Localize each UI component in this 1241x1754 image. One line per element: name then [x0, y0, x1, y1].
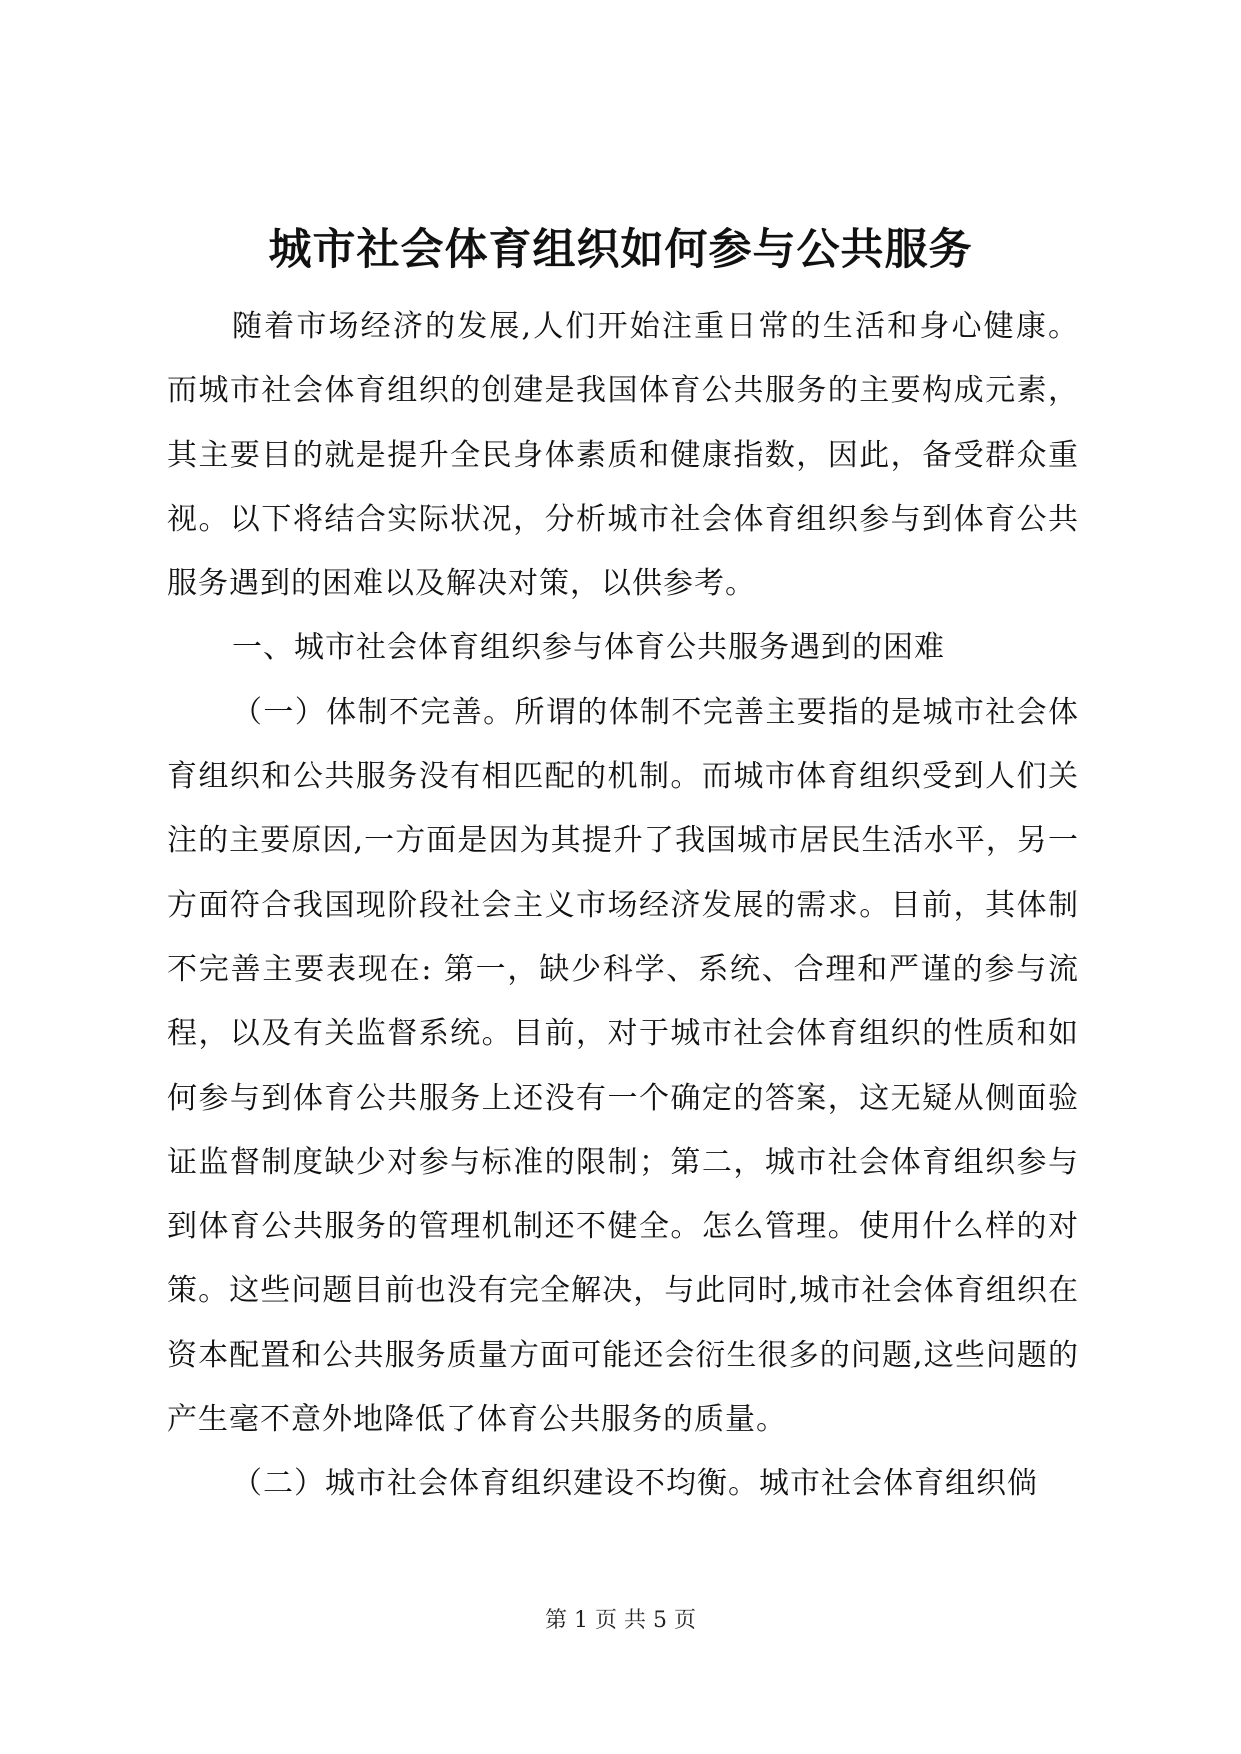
document-body [167, 295, 1079, 1517]
page-footer: 第 1 页 共 5 页 [545, 1608, 696, 1633]
document-title: 城市社会体育组织如何参与公共服务 [268, 225, 973, 275]
section-heading-1: 一、城市社会体育组织参与体育公共服务遇到的困难 [232, 630, 945, 666]
intro-paragraph: 随着市场经济的发展,人们开始注重日常的生活和身心健康。而城市社会体育组织的创建是我国体育公共服务的主要构成元素，其主要目的就是提升全民身体素质和健康指数，因此，备受群众重视。以下将结合实际状况，分析城市社会体育组织参与到体育公共服务遇到的困难以及解决对策，以供参考。 [167, 309, 1079, 602]
subsection-paragraph-1: （一）体制不完善。所谓的体制不完善主要指的是城市社会体育组织和公共服务没有相匹配的机制。而城市体育组织受到人们关注的主要原因,一方面是因为其提升了我国城市居民生活水平，另一方面符合我国现阶段社会主义市场经济发展的需求。目前，其体制不完善主要表现在: 第一，缺少科学、系统、合理和严谨的参与流程，以及有关监督系统。目前，对于城市社会体育组织的性质和如何参与到体育公共服务上还没有一个确定的答案，这无疑从侧面验证监督制度缺少对参与标准的限制；第二，城市社会体育组织参与到体育公共服务的管理机制还不健全。怎么管理。使用什么样的对策。这些问题目前也没有完全解决，与此同时,城市社会体育组织在资本配置和公共服务质量方面可能还会衍生很多的问题,这些问题的产生毫不意外地降低了体育公共服务的质量。 [167, 694, 1079, 1438]
subsection-paragraph-2: （二）城市社会体育组织建设不均衡。城市社会体育组织倘 [232, 1466, 1038, 1502]
